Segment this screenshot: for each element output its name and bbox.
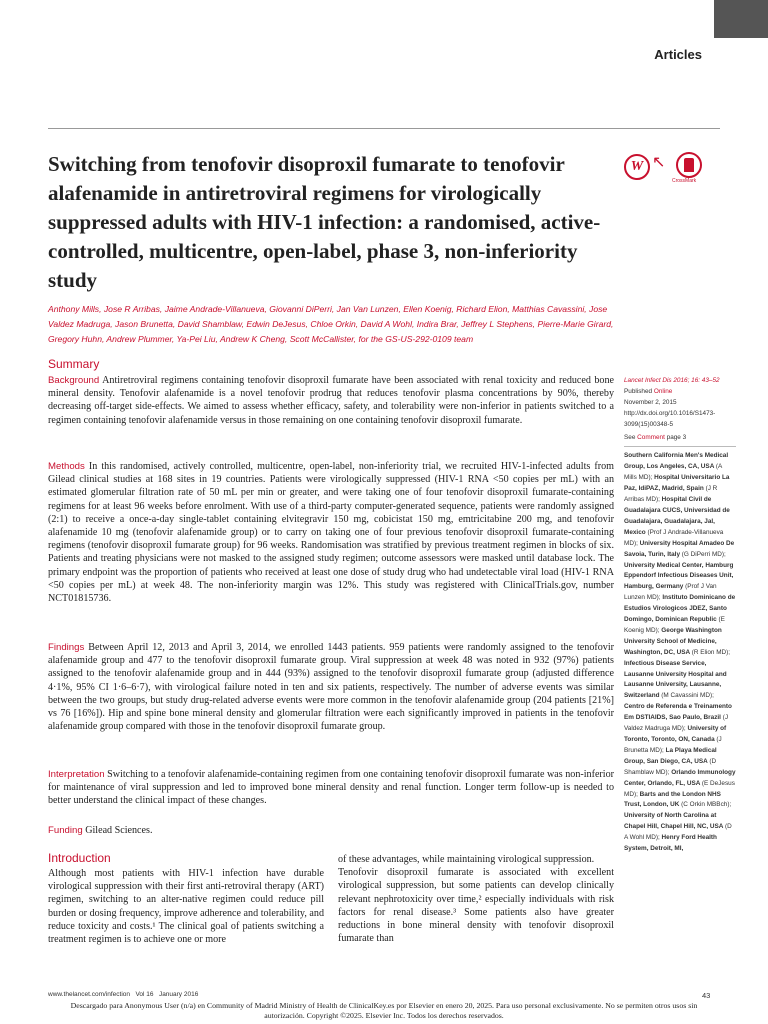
methods-text: In this randomised, actively controlled, multicentre, open-label, non-inferiority trial, we recruited HIV-1-infected adults from Gilead clinical studies at 168 sites in 19 countries. Patients were virologically suppressed (HIV-1 RNA <50 copies per mL) with an estimated glomerular filtration rate of 50 mL per min or greater, and were taking one of four tenofovir disoproxil fumarate-containing regimens for at least 96 weeks before enrolment. With use of a third-party computer-generated sequence, patients were randomly assigned (2:1) to receive a once-a-day single-tablet containing elvitegravir 150 mg, cobicistat 150 mg, emtricitabine 200 mg, and tenofovir alafenamide 10 mg (tenofovir alafenamide group) or to carry on taking one of four previous tenofovir disoproxil fumarate-containing regimens (tenofovir disoproxil fumarate group) for 96 weeks. Randomisation was stratified by previous treatment regimen in blocks of six. Patients and treating physicians were not masked to the assigned study regimen; outcome assessors were masked until database lock. The primary endpoint was the proportion of patients who received at least one dose of study drug who had undetectable viral load (HIV-1 RNA <50 copies per mL) at week 48. The non-inferiority margin was 12%. This study was registered with ClinicalTrials.gov, number NCT01815736.: [48, 461, 614, 605]
affiliation-author: (Prof J Andrade-Villanueva MD);: [624, 528, 724, 547]
findings-text: Between April 12, 2013 and April 3, 2014, we enrolled 1443 patients. 959 patients were randomly assigned to the tenofovir alafenamide group and 477 to the tenofovir disoproxil fumarate group. Viral suppression at week 48 was noted in 932 (97%) patients assigned to the tenofovir alafenamide group and in 444 (93%) assigned to the tenofovir disoproxil fumarate group (adjusted difference 4·1%, 95% CI 1·6–6·7), with virological failure noted in ten and six patients, respectively. The number of adverse events was similar between the two groups, but study drug-related adverse events were more common in the tenofovir alafenamide group (204 patients [21%] vs 76 [16%]). Hip and spine bone mineral density and glomerular filtration were each significantly improved in patients in the tenofovir alafenamide group compared with those in the tenofovir disoproxil fumarate group.: [48, 642, 614, 733]
affiliation-author: (A Mills MD);: [624, 463, 722, 482]
header-color-block: [714, 0, 768, 38]
affiliation-institution: Hospital Civil de Guadalajara CUCS, Universidad de Guadalajara, Guadalajara, Jal, Mexico: [624, 496, 730, 536]
summary-interpretation: [48, 768, 614, 808]
published-date: November 2, 2015: [624, 398, 677, 406]
download-notice: Descargado para Anonymous User (n/a) en Community of Madrid Ministry of Health de ClinicalKey.es por Elsevier en enero 20, 2025. Para uso personal exclusivamente. No se permiten otros usos sin autorización. Copyright ©2025. Elsevier Inc. Todos los derechos reservados.: [70, 1001, 698, 1020]
citation: Lancet Infect Dis 2016; 16: 43–52: [624, 377, 720, 384]
affiliation-institution: Barts and the London NHS Trust, London, UK: [624, 790, 721, 809]
affiliation-institution: Infectious Disease Service, Lausanne University Hospital and Lausanne University, Lausanne, Switzerland: [624, 659, 727, 700]
header-divider: [48, 128, 720, 129]
sidebar-divider: [624, 446, 736, 447]
affiliation-author: (J R Arribas MD);: [624, 485, 718, 504]
comment-page: page 3: [666, 433, 687, 441]
affiliation-institution: University Hospital Amadeo De Savoia, Turin, Italy: [624, 539, 735, 558]
affiliation-institution: George Washington University School of Medicine, Washington, DC, USA: [624, 626, 722, 656]
lancet-w-icon[interactable]: W: [624, 154, 650, 180]
funding-text: Gilead Sciences.: [85, 825, 153, 836]
affiliation-institution: University Medical Center, Hamburg Eppendorf Infectious Diseases Unit, Hamburg, Germany: [624, 561, 734, 591]
interpretation-label: Interpretation: [48, 769, 105, 780]
affiliation-institution: Henry Ford Health System, Detroit, MI,: [624, 834, 717, 853]
affiliation-author: (C Orkin MBBch);: [681, 801, 732, 809]
article-title: Switching from tenofovir disoproxil fumarate to tenofovir alafenamide in antiretroviral regimens for virologically suppressed adults with HIV-1 infection: a randomised, active-controlled, multicentre, open-label, phase 3, non-inferiority study: [48, 152, 601, 292]
affiliation-institution: Instituto Dominicano de Estudios Virologicos JDEZ, Santo Domingo, Dominican Republic: [624, 594, 736, 624]
introduction-heading: Introduction: [48, 851, 111, 865]
affiliation-institution: University of North Carolina at Chapel Hill, Chapel Hill, NC, USA: [624, 812, 725, 831]
summary-heading: Summary: [48, 357, 100, 371]
affiliation-author: (E Koenig MD);: [624, 616, 725, 634]
findings-label: Findings: [48, 642, 85, 653]
footer-date: January 2016: [158, 991, 199, 998]
background-text: Antiretroviral regimens containing tenofovir disoproxil fumarate have been associated with renal toxicity and reduced bone mineral density. Tenofovir alafenamide is a novel tenofovir prodrug that reduces tenofovir plasma concentrations by 90%, thereby decreasing off-target side-effects. We aimed to assess whether efficacy, safety, and tolerability were non-inferior in patients switched to a regimen containing tenofovir alafenamide versus in those remaining on one containing tenofovir disoproxil fumarate.: [48, 375, 614, 426]
summary-findings: [48, 641, 614, 733]
affiliation-institution: La Playa Medical Group, San Diego, CA, USA: [624, 746, 717, 765]
article-badges: [624, 152, 714, 192]
affiliation-institution: University of Toronto, Toronto, ON, Canada: [624, 725, 727, 743]
affiliation-list: [624, 451, 736, 855]
affiliation-author: (D A Wohl MD);: [624, 823, 732, 842]
summary-methods: [48, 460, 614, 605]
footer-url[interactable]: www.thelancet.com/infection: [48, 991, 131, 998]
page-number: 43: [702, 991, 711, 1000]
affiliation-institution: Hospital Universitario La Paz, IdiPAZ, Madrid, Spain: [624, 474, 730, 493]
affiliation-author: (E DeJesus MD);: [624, 779, 735, 798]
affiliation-institution: Orlando Immunology Center, Orlando, FL, USA: [624, 768, 736, 787]
author-list: Anthony Mills, Jose R Arribas, Jaime Andrade-Villanueva, Giovanni DiPerri, Jan Van Lunzen, Ellen Koenig, Richard Elion, Matthias Cavassini, Jose Valdez Madruga, Jason Brunetta, David Shamblaw, Edwin DeJesus, Chloe Orkin, David A Wohl, Indira Brar, Jeffrey L Stephens, Pierre-Marie Girard, Gregory Huhn, Andrew Plummer, Ya-Pei Liu, Andrew K Cheng, Scott McCallister, for the GS-US-292-0109 team: [48, 304, 614, 344]
affiliation-institution: Centro de Referenda e Treinamento Em DSTIAIDS, Sao Paulo, Brazil: [624, 703, 732, 722]
affiliation-author: (G DiPerri MD);: [681, 550, 726, 558]
background-label: Background: [48, 375, 100, 386]
summary-funding: [48, 824, 614, 837]
article-sidebar: [624, 376, 736, 855]
comment-link[interactable]: Comment: [637, 433, 665, 441]
funding-label: Funding: [48, 825, 83, 836]
summary-background: [48, 374, 614, 427]
section-label: Articles: [654, 47, 702, 62]
affiliation-author: (D Shamblaw MD);: [624, 757, 717, 776]
affiliation-author: (M Cavassini MD);: [661, 692, 714, 700]
methods-label: Methods: [48, 461, 85, 472]
affiliation-author: (Prof J Van Lunzen MD);: [624, 583, 717, 602]
introduction-column-2: of these advantages, while maintaining virological suppression. Tenofovir disoproxil fumarate is associated with excellent virological suppression, but some patients can develop clinically relevant nephrotoxicity over time,² especially individuals with risk factors for renal disease.³ Some patients also have greater reductions in bone mineral density with tenofovir disoproxil fumarate than: [338, 854, 614, 945]
online-link[interactable]: Online: [653, 387, 673, 395]
see-label: See: [624, 433, 636, 441]
published-label: Published: [624, 387, 653, 395]
cursor-icon: ↖: [652, 154, 666, 171]
interpretation-text: Switching to a tenofovir alafenamide-containing regimen from one containing tenofovir disoproxil fumarate was non-inferior for maintenance of viral suppression and led to improved bone mineral density and renal function. Longer term follow-up is needed to better understand the clinical impact of these changes.: [48, 769, 614, 807]
footer-volume: Vol 16: [135, 991, 154, 998]
introduction-column-1: Although most patients with HIV-1 infection have durable virological suppression with their first anti-retroviral therapy (ART) regimen, switching to an alter-native regimen could reduce pill burden or dosing frequency, improve adherence and tolerability, and reduce toxicity and costs.¹ The clinical goal of patients switching a treatment regimen is to achieve one or more: [48, 868, 324, 946]
doi-link[interactable]: http://dx.doi.org/10.1016/S1473-3099(15)00348-5: [624, 409, 716, 428]
crossmark-label: CrossMark: [672, 178, 697, 184]
affiliation-author: (R Elion MD);: [691, 648, 731, 656]
affiliation-author: (J Valdez Madruga MD);: [624, 714, 729, 733]
affiliation-institution: Southern California Men's Medical Group, Los Angeles, CA, USA: [624, 452, 729, 471]
affiliation-author: (J Brunetta MD);: [624, 736, 722, 754]
footer-journal: [48, 991, 198, 998]
crossmark-icon[interactable]: [676, 152, 702, 178]
